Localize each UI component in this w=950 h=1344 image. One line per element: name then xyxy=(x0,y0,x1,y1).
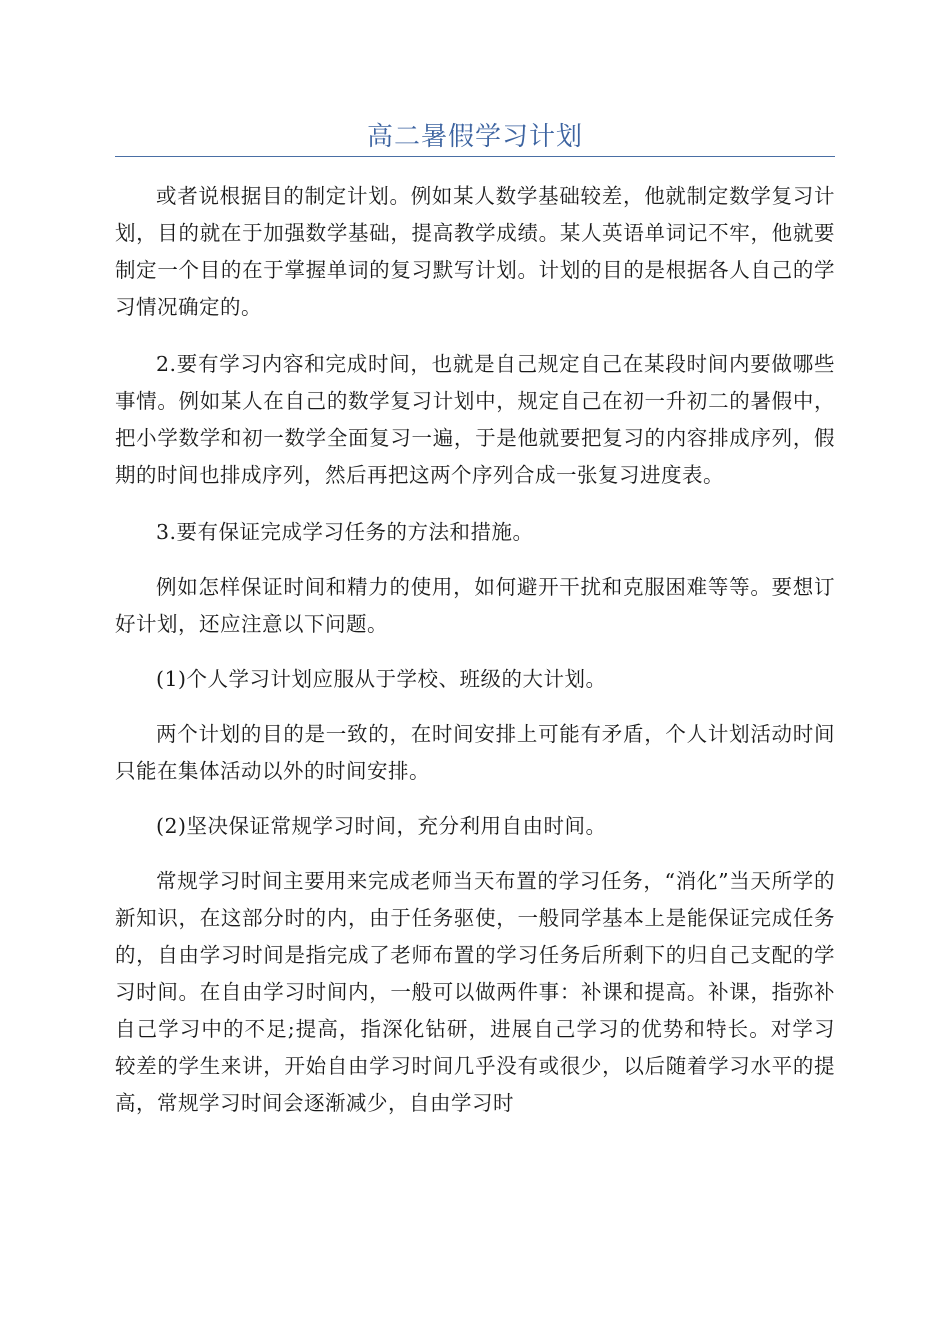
paragraph-purpose: 或者说根据目的制定计划。例如某人数学基础较差，他就制定数学复习计划，目的就在于加强数学基础，提高教学成绩。某人英语单词记不牢，他就要制定一个目的在于掌握单词的复习默写计划。计划的目的是根据各人自己的学习情况确定的。 xyxy=(115,184,835,319)
document-header xyxy=(115,112,835,157)
paragraph-point-2: (2)坚决保证常规学习时间，充分利用自由时间。 xyxy=(156,814,607,838)
document-title: 高二暑假学习计划 xyxy=(366,122,583,152)
paragraph-content-and-time: 2.要有学习内容和完成时间，也就是自己规定自己在某段时间内要做哪些事情。例如某人在自己的数学复习计划中，规定自己在初一升初二的暑假中，把小学数学和初一数学全面复习一遍，于是他就要把复习的内容排成序列，假期的时间也排成序列，然后再把这两个序列合成一张复习进度表。 xyxy=(115,352,835,487)
paragraph-methods-example: 例如怎样保证时间和精力的使用，如何避开干扰和克服困难等等。要想订好计划，还应注意以下问题。 xyxy=(115,575,835,636)
document-body xyxy=(115,178,835,1122)
paragraph-point-1: (1)个人学习计划应服从于学校、班级的大计划。 xyxy=(156,667,607,691)
paragraph-point-2-detail: 常规学习时间主要用来完成老师当天布置的学习任务，“消化”当天所学的新知识，在这部分时的内，由于任务驱使，一般同学基本上是能保证完成任务的，自由学习时间是指完成了老师布置的学习任务后所剩下的归自己支配的学习时间。在自由学习时间内，一般可以做两件事：补课和提高。补课，指弥补自己学习中的不足;提高，指深化钻研，进展自己学习的优势和特长。对学习较差的学生来讲，开始自由学习时间几乎没有或很少，以后随着学习水平的提高，常规学习时间会逐渐减少，自由学习时 xyxy=(115,869,835,1115)
paragraph-methods-heading: 3.要有保证完成学习任务的方法和措施。 xyxy=(156,520,534,544)
paragraph-point-1-detail: 两个计划的目的是一致的，在时间安排上可能有矛盾，个人计划活动时间只能在集体活动以外的时间安排。 xyxy=(115,722,835,783)
